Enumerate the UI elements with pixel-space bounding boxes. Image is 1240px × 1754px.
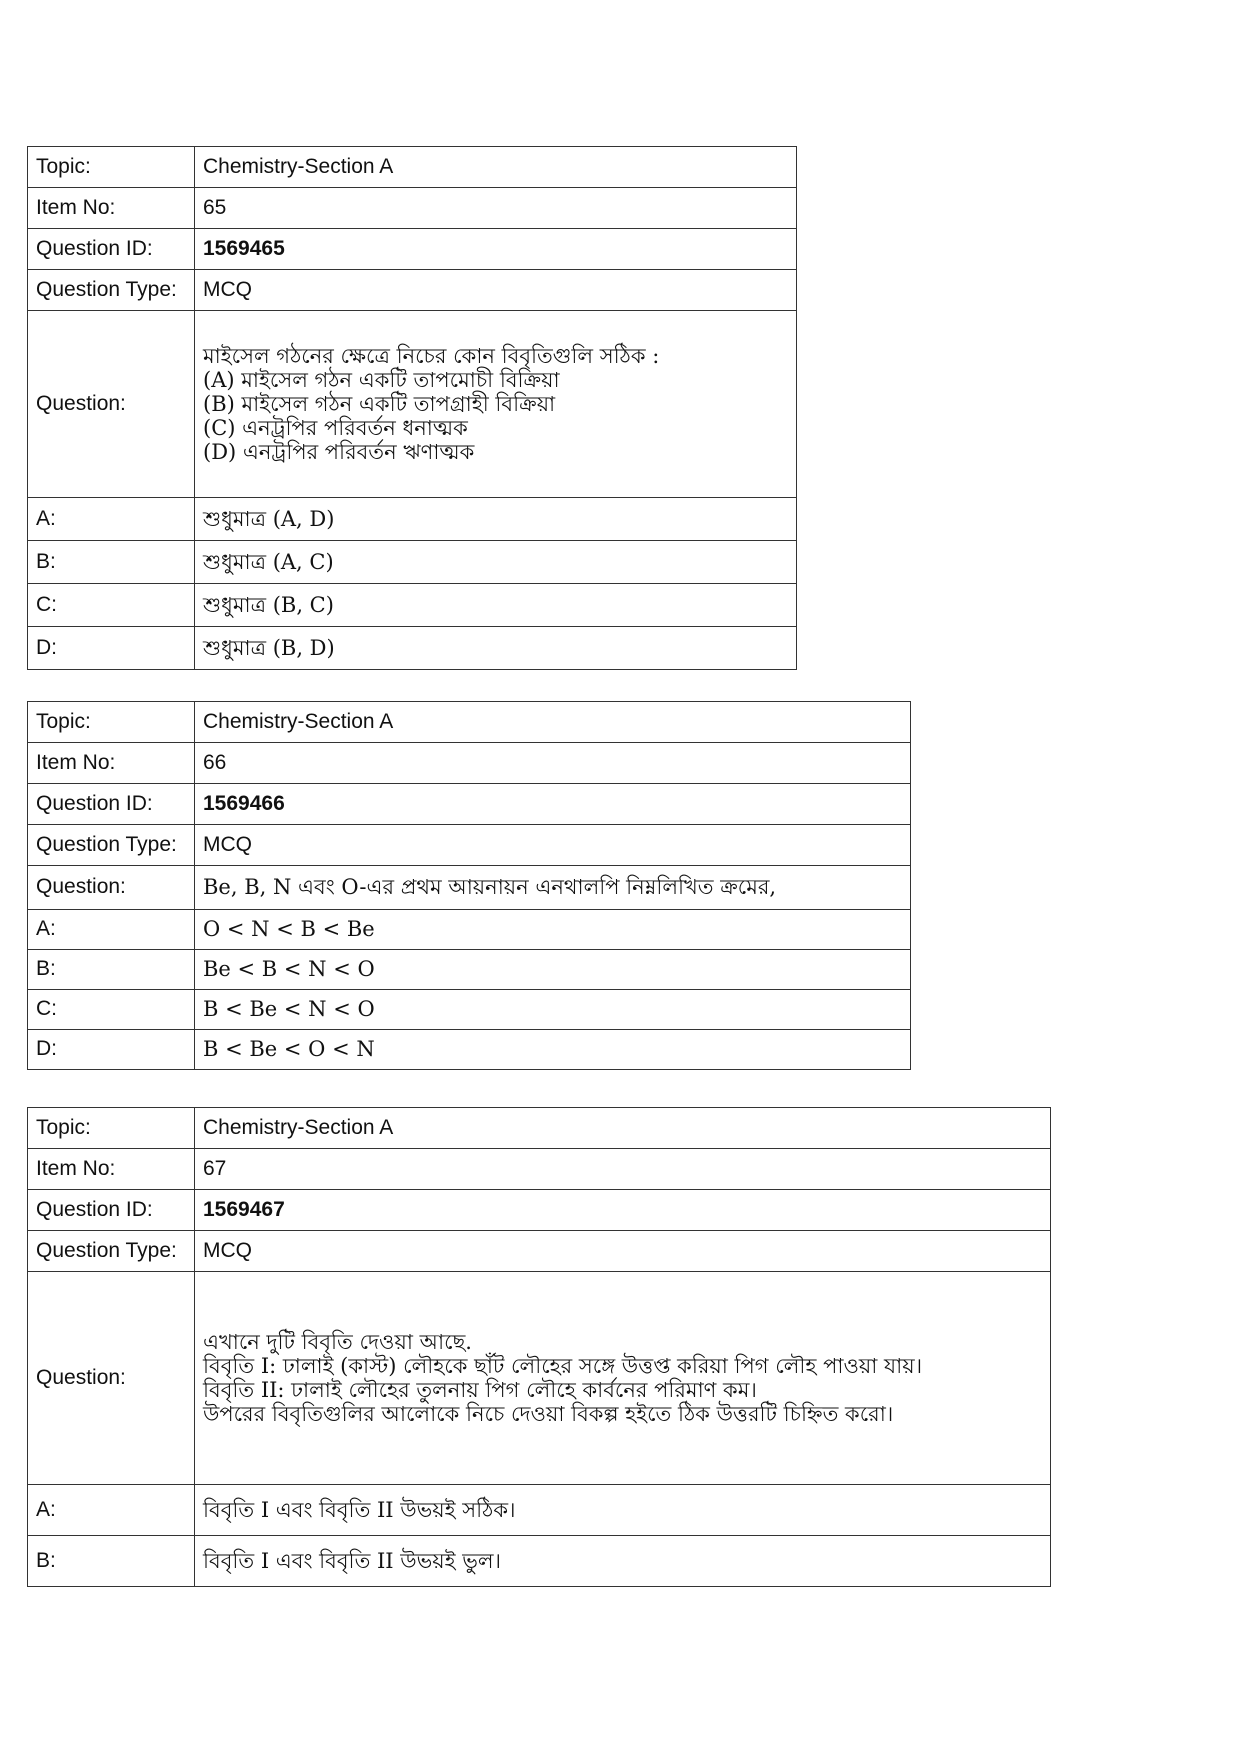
question-table-65 (27, 146, 797, 670)
question-line: (A) মাইসেল গঠন একটি তাপমোচী বিক্রিয়া (203, 367, 560, 392)
question-table-66 (27, 701, 911, 1070)
option-a-row (28, 910, 911, 950)
question-line: (D) এনট্রপির পরিবর্তন ঋণাত্মক (203, 440, 475, 465)
question-id-value: 1569465 (195, 229, 797, 270)
option-d-text: B < Be < O < N (195, 1030, 911, 1070)
question-line: Be, B, N এবং O-এর প্রথম আয়নায়ন এনথালপি নিম্নলিখিত ক্রমের, (203, 875, 777, 900)
question-row (28, 866, 911, 910)
option-b-row (28, 950, 911, 990)
topic-label: Topic: (28, 1108, 195, 1149)
question-type-value: MCQ (195, 825, 911, 866)
item-no-value: 65 (195, 188, 797, 229)
question-id-row (28, 1190, 1051, 1231)
question-type-row (28, 1231, 1051, 1272)
question-row (28, 1272, 1051, 1485)
question-type-label: Question Type: (28, 270, 195, 311)
item-no-value: 66 (195, 743, 911, 784)
question-line: এখানে দুটি বিবৃতি দেওয়া আছে. (203, 1329, 472, 1354)
item-no-label: Item No: (28, 1149, 195, 1190)
question-id-value: 1569467 (195, 1190, 1051, 1231)
option-b-label: B: (28, 950, 195, 990)
item-no-label: Item No: (28, 188, 195, 229)
option-c-text: B < Be < N < O (195, 990, 911, 1030)
option-b-text: শুধুমাত্র (A, C) (195, 541, 797, 584)
option-a-text: O < N < B < Be (195, 910, 911, 950)
option-a-label: A: (28, 1485, 195, 1536)
item-no-row (28, 188, 797, 229)
option-d-label: D: (28, 627, 195, 670)
question-label: Question: (28, 866, 195, 910)
option-d-text: শুধুমাত্র (B, D) (195, 627, 797, 670)
option-a-row (28, 1485, 1051, 1536)
option-c-text: শুধুমাত্র (B, C) (195, 584, 797, 627)
option-d-row (28, 627, 797, 670)
option-c-label: C: (28, 584, 195, 627)
topic-label: Topic: (28, 147, 195, 188)
option-b-row (28, 541, 797, 584)
question-id-row (28, 784, 911, 825)
question-table-67 (27, 1107, 1051, 1587)
option-a-label: A: (28, 910, 195, 950)
question-row (28, 311, 797, 498)
option-b-row (28, 1536, 1051, 1587)
item-no-value: 67 (195, 1149, 1051, 1190)
topic-row (28, 702, 911, 743)
option-b-label: B: (28, 541, 195, 584)
question-label: Question: (28, 1272, 195, 1485)
question-line: বিবৃতি I: ঢালাই (কাস্ট) লৌহকে ছাঁট লৌহের সঙ্গে উত্তপ্ত করিয়া পিগ লৌহ পাওয়া যায়। (203, 1353, 923, 1378)
topic-value: Chemistry-Section A (195, 147, 797, 188)
question-type-value: MCQ (195, 270, 797, 311)
option-a-text: শুধুমাত্র (A, D) (195, 498, 797, 541)
question-line: মাইসেল গঠনের ক্ষেত্রে নিচের কোন বিবৃতিগুলি সঠিক : (203, 343, 660, 368)
option-d-row (28, 1030, 911, 1070)
option-c-row (28, 990, 911, 1030)
question-line: (B) মাইসেল গঠন একটি তাপগ্রাহী বিক্রিয়া (203, 391, 556, 416)
topic-row (28, 147, 797, 188)
question-text (195, 1272, 1051, 1485)
question-id-label: Question ID: (28, 229, 195, 270)
question-type-label: Question Type: (28, 1231, 195, 1272)
question-type-row (28, 270, 797, 311)
question-line: (C) এনট্রপির পরিবর্তন ধনাত্মক (203, 416, 468, 441)
option-b-text: বিবৃতি I এবং বিবৃতি II উভয়ই ভুল। (195, 1536, 1051, 1587)
option-b-label: B: (28, 1536, 195, 1587)
question-id-value: 1569466 (195, 784, 911, 825)
option-a-row (28, 498, 797, 541)
topic-value: Chemistry-Section A (195, 1108, 1051, 1149)
option-a-label: A: (28, 498, 195, 541)
item-no-row (28, 743, 911, 784)
question-text (195, 866, 911, 910)
option-d-label: D: (28, 1030, 195, 1070)
question-type-value: MCQ (195, 1231, 1051, 1272)
question-line: উপরের বিবৃতিগুলির আলোকে নিচে দেওয়া বিকল্প হইতে ঠিক উত্তরটি চিহ্নিত করো। (203, 1402, 894, 1427)
option-b-text: Be < B < N < O (195, 950, 911, 990)
option-c-row (28, 584, 797, 627)
item-no-label: Item No: (28, 743, 195, 784)
topic-label: Topic: (28, 702, 195, 743)
question-type-row (28, 825, 911, 866)
question-line: বিবৃতি II: ঢালাই লৌহের তুলনায় পিগ লৌহে কার্বনের পরিমাণ কম। (203, 1378, 757, 1402)
question-id-row (28, 229, 797, 270)
option-c-label: C: (28, 990, 195, 1030)
topic-value: Chemistry-Section A (195, 702, 911, 743)
question-id-label: Question ID: (28, 1190, 195, 1231)
question-id-label: Question ID: (28, 784, 195, 825)
question-label: Question: (28, 311, 195, 498)
topic-row (28, 1108, 1051, 1149)
item-no-row (28, 1149, 1051, 1190)
question-text (195, 311, 797, 498)
option-a-text: বিবৃতি I এবং বিবৃতি II উভয়ই সঠিক। (195, 1485, 1051, 1536)
question-type-label: Question Type: (28, 825, 195, 866)
